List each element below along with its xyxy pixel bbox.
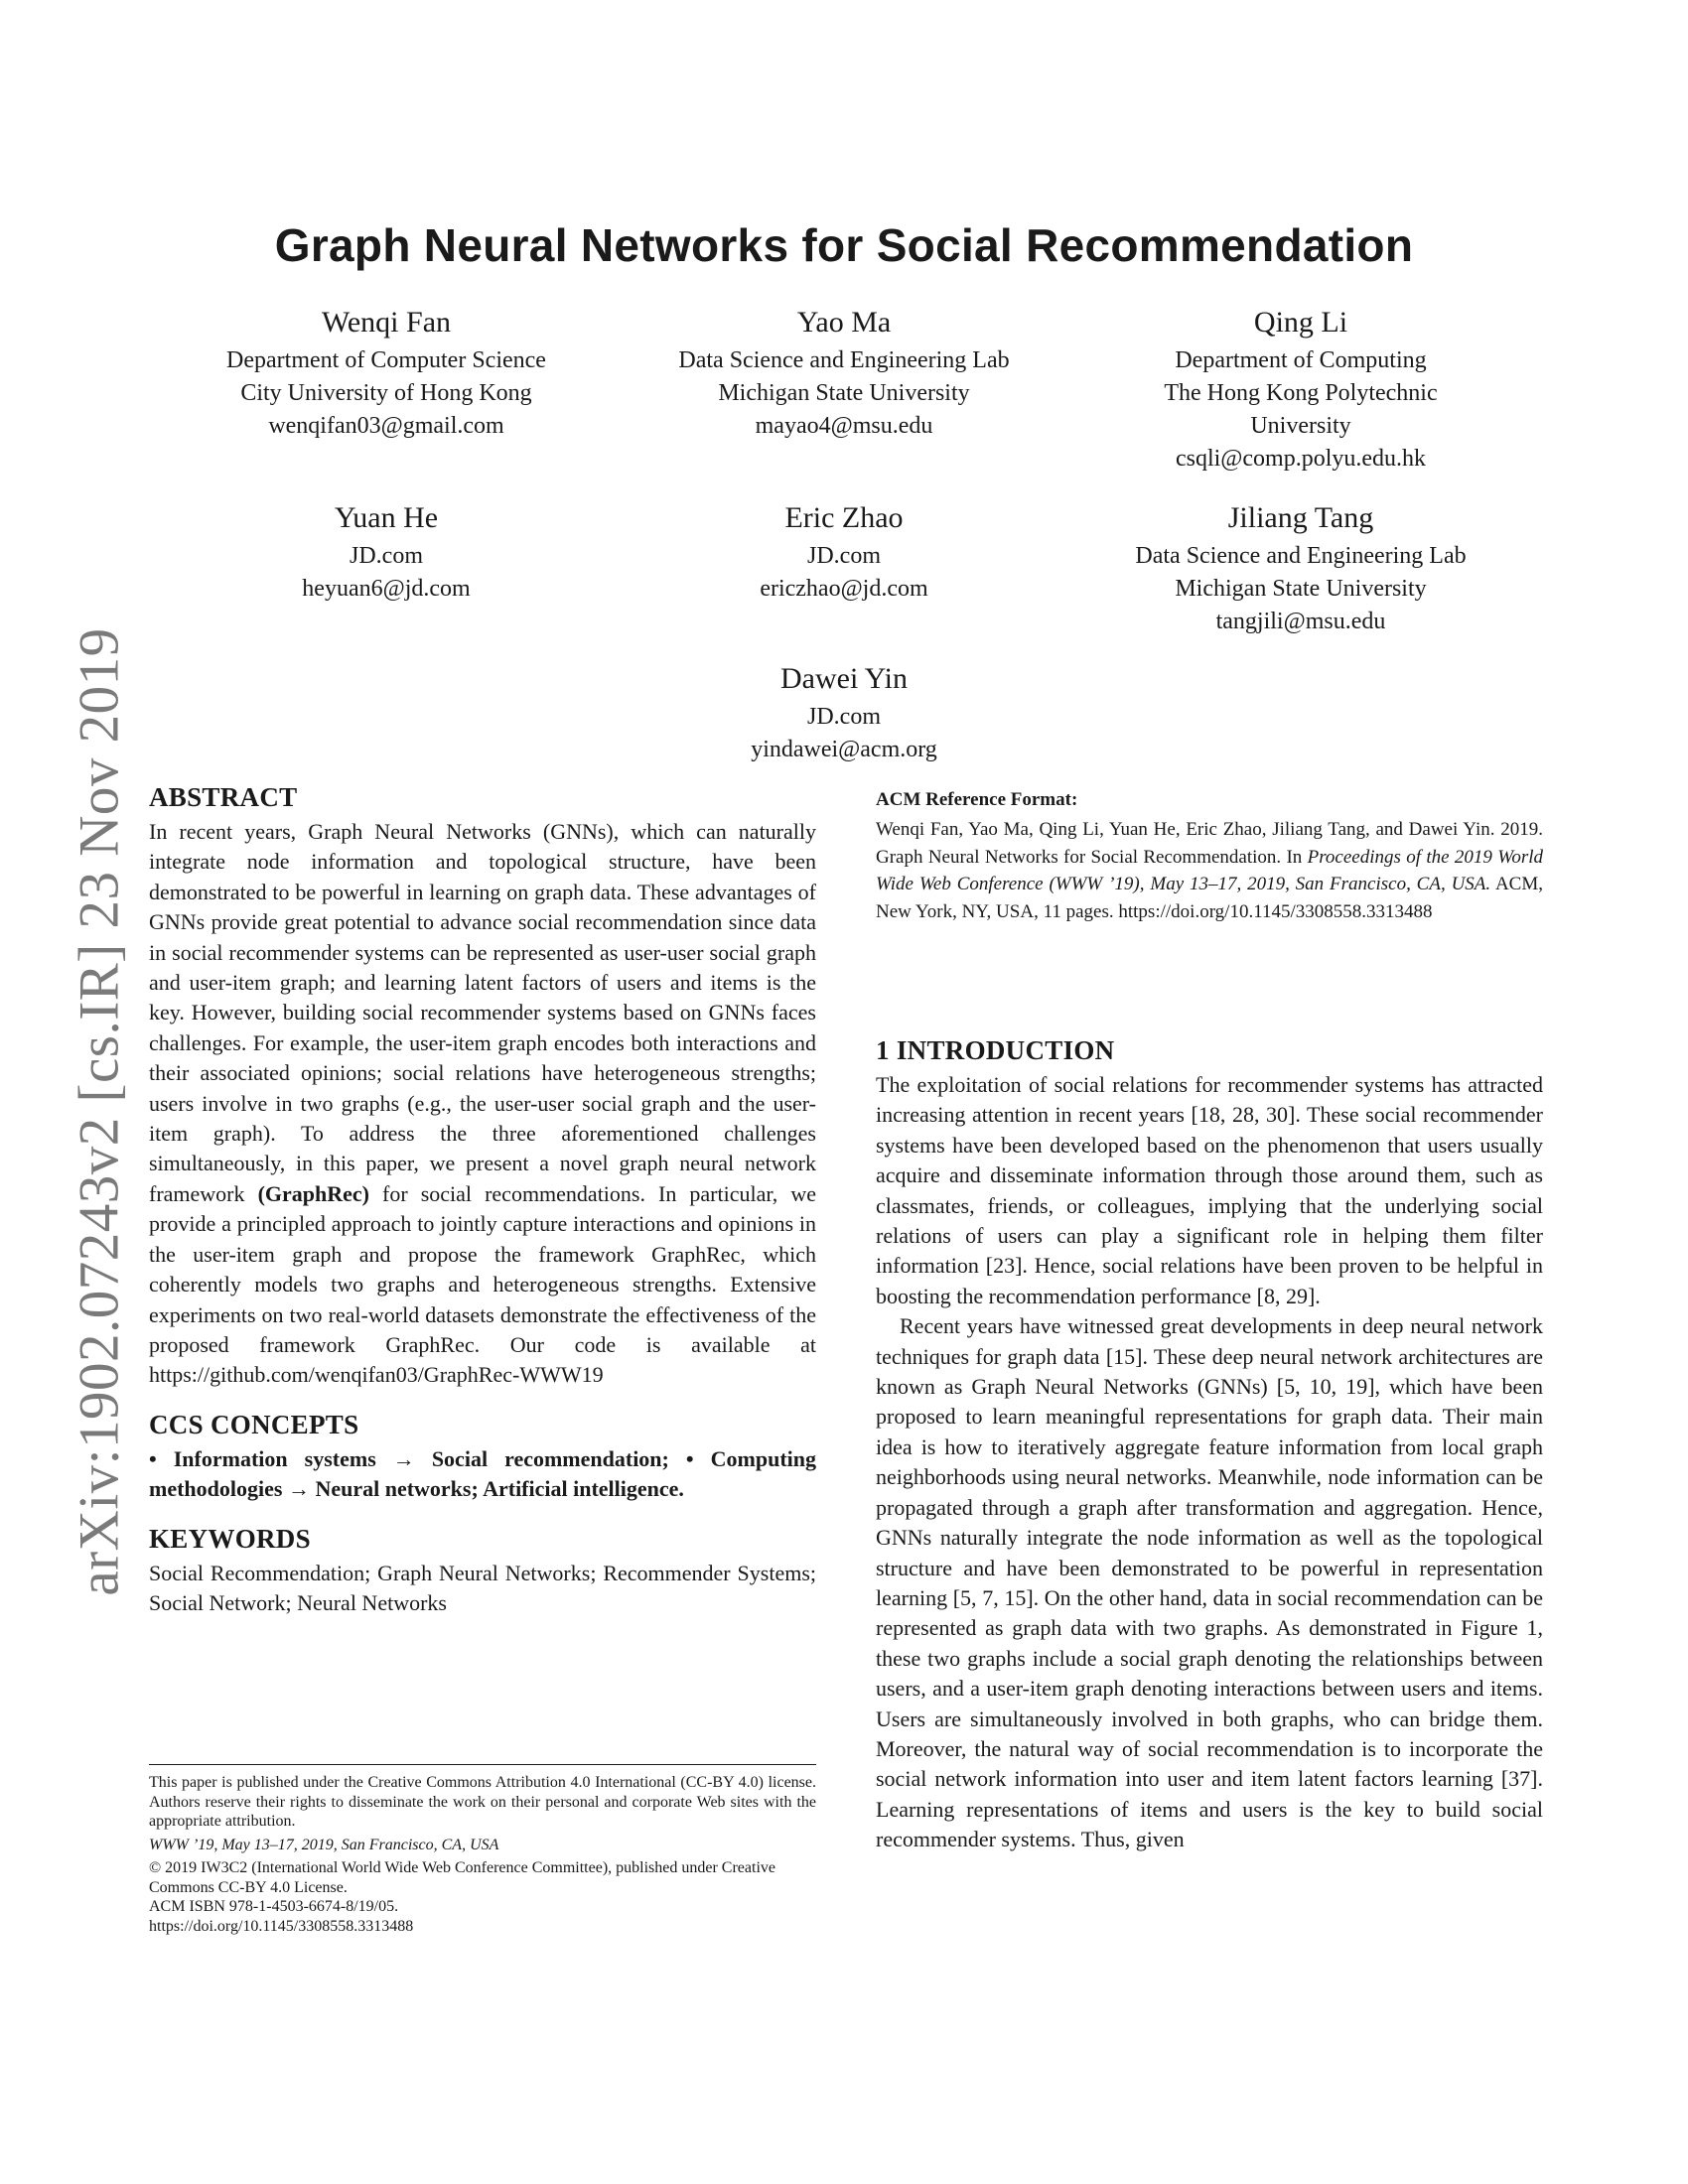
venue-text: WWW ’19, May 13–17, 2019, San Francisco, CA, USA (149, 1836, 499, 1853)
ccs-concepts-text: • Information systems → Social recommendation; • Computing methodologies → Neural networks; Artificial intelligence. (149, 1445, 816, 1502)
author-email[interactable]: mayao4@msu.edu (755, 413, 933, 439)
author-name: Eric Zhao (784, 501, 904, 534)
acm-reference-heading: ACM Reference Format: (876, 789, 1078, 810)
license-text: This paper is published under the Creative Commons Attribution 4.0 International (CC-BY 4.0) license. Authors reserve their rights to disseminate the work on their personal and corporate Web sites with the appropriate attribution. (149, 1774, 816, 1830)
introduction-paragraph: The exploitation of social relations for recommender systems has attracted increasing attention in recent years [18, 28, 30]. These social recommender systems have been developed based on the phenomenon that users usually acquire and disseminate information through those around them, such as classmates, friends, or colleagues, implying that the underlying social relations of users can play a significant role in helping them filter information [23]. Hence, social relations have been proven to be helpful in boosting the recommendation performance [8, 29]. (876, 1072, 1543, 1308)
author-email[interactable]: tangjili@msu.edu (1215, 609, 1386, 634)
ccs-concepts-heading: CCS CONCEPTS (149, 1409, 359, 1439)
author-affiliation: Department of Computer Science (226, 347, 546, 373)
author-affiliation: University (1250, 413, 1351, 439)
author-email[interactable]: wenqifan03@gmail.com (268, 413, 504, 439)
license-footnote (149, 1764, 816, 1936)
author-affiliation: Michigan State University (718, 380, 970, 406)
abstract-text: In recent years, Graph Neural Networks (GNNs), which can naturally integrate node information and topological structure, have been demonstrated to be powerful in learning on graph data. These advantages of GNNs provide great potential to advance social recommendation since data in social recommender systems can be represented as user-user social graph and user-item graph; and learning latent factors of users and items is the key. However, building social recommender systems based on GNNs faces challenges. For example, the user-item graph encodes both interactions and their associated opinions; social relations have heterogeneous strengths; users involve in two graphs (e.g., the user-user social graph and the user-item graph). To address the three aforementioned challenges simultaneously, in this paper, we present a novel graph neural network framework (GraphRec) for social recommendations. In particular, we provide a principled approach to jointly capture interactions and opinions in the user-item graph and propose the framework GraphRec, which coherently models two graphs and heterogeneous strengths. Extensive experiments on two real-world datasets demonstrate the effectiveness of the proposed framework GraphRec. Our code is available at https://github.com/wenqifan03/GraphRec-WWW19 (149, 819, 816, 1388)
doi-link[interactable]: https://doi.org/10.1145/3308558.3313488 (149, 1917, 414, 1935)
author-name: Jiliang Tang (1227, 501, 1374, 534)
keywords-heading: KEYWORDS (149, 1523, 311, 1554)
author-affiliation: JD.com (350, 543, 423, 569)
author-block (626, 496, 1062, 606)
author-name: Qing Li (1253, 306, 1348, 339)
copyright-text: © 2019 IW3C2 (International World Wide Web Conference Committee), published under Creative Commons CC-BY 4.0 License. (149, 1859, 775, 1896)
isbn-text: ACM ISBN 978-1-4503-6674-8/19/05. (149, 1898, 399, 1915)
arxiv-identifier-stamp: arXiv:1902.07243v2 [cs.IR] 23 Nov 2019 (68, 627, 131, 1596)
author-email[interactable]: heyuan6@jd.com (302, 576, 471, 602)
author-email[interactable]: ericzhao@jd.com (760, 576, 928, 602)
author-name: Wenqi Fan (321, 306, 452, 339)
author-block (168, 496, 605, 606)
author-affiliation: Department of Computing (1175, 347, 1427, 373)
introduction-heading: 1 INTRODUCTION (876, 1035, 1115, 1065)
author-affiliation: Data Science and Engineering Lab (1135, 543, 1467, 569)
author-block (626, 657, 1062, 766)
author-affiliation: Michigan State University (1175, 576, 1427, 602)
author-name: Dawei Yin (779, 662, 909, 695)
author-block (168, 301, 605, 443)
introduction-paragraph: Recent years have witnessed great developments in deep neural network techniques for graph data [15]. These deep neural network architectures are known as Graph Neural Networks (GNNs) [5, 10, 19], which have been proposed to learn meaningful representations for graph data. Their main idea is how to iteratively aggregate feature information from local graph neighborhoods using neural networks. Meanwhile, node information can be propagated through a graph after transformation and aggregation. Hence, GNNs naturally integrate the node information as well as the topological structure and have been demonstrated to be powerful in representation learning [5, 7, 15]. On the other hand, data in social recommendation can be represented as graph data with two graphs. As demonstrated in Figure 1, these two graphs include a social graph denoting the relationships between users, and a user-item graph denoting interactions between users and items. Users are simultaneously involved in both graphs, who can bridge them. Moreover, the natural way of social recommendation is to incorporate the social network information into user and item latent factors learning [37]. Learning representations of items and users is the key to build social recommender systems. Thus, given (876, 1313, 1543, 1852)
author-affiliation: The Hong Kong Polytechnic (1164, 380, 1438, 406)
author-name: Yao Ma (796, 306, 892, 339)
author-affiliation: Data Science and Engineering Lab (678, 347, 1010, 373)
author-email[interactable]: yindawei@acm.org (751, 737, 937, 762)
introduction-section (876, 1032, 1543, 1855)
acm-reference-text: Wenqi Fan, Yao Ma, Qing Li, Yuan He, Eric Zhao, Jiliang Tang, and Dawei Yin. 2019. Graph Neural Networks for Social Recommendation. In Proceedings of the 2019 World Wide Web Conference (WWW ’19), May 13–17, 2019, San Francisco, CA, USA. ACM, New York, NY, USA, 11 pages. https://doi.org/10.1145/3308558.3313488 (876, 819, 1544, 922)
author-block (626, 301, 1062, 443)
left-column (149, 779, 816, 1618)
author-affiliation: JD.com (807, 543, 881, 569)
author-affiliation: JD.com (807, 704, 881, 730)
author-affiliation: City University of Hong Kong (240, 380, 532, 406)
author-block (1082, 496, 1519, 638)
author-email[interactable]: csqli@comp.polyu.edu.hk (1175, 446, 1427, 472)
paper-title: Graph Neural Networks for Social Recommendation (274, 219, 1414, 271)
author-block (1082, 301, 1519, 476)
author-name: Yuan He (334, 501, 439, 534)
keywords-text: Social Recommendation; Graph Neural Networks; Recommender Systems; Social Network; Neural Networks (149, 1560, 816, 1615)
abstract-heading: ABSTRACT (149, 782, 298, 812)
